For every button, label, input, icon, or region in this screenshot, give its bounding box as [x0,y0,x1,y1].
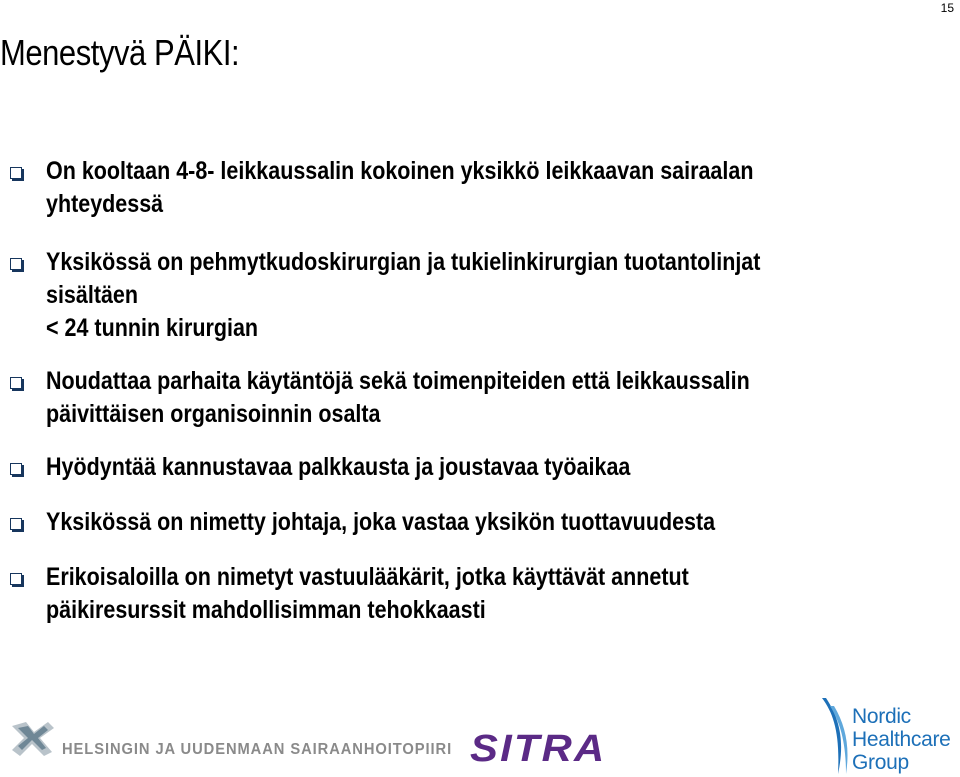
hollow-square-bullet-icon [10,377,22,389]
bullet-text [46,155,753,221]
bullet-line: Yksikössä on pehmytkudoskirurgian ja tukielinkirurgian tuotantolinjat [46,248,761,276]
bullet-text [46,246,760,345]
bullet-line: sisältäen [46,281,139,309]
hus-logo-text: HELSINGIN JA UUDENMAAN SAIRAANHOITOPIIRI [62,741,453,758]
nhg-logo-line: Group [852,751,909,774]
bullet-line: yhteydessä [46,190,164,218]
bullet-text [46,365,750,431]
hollow-square-bullet-icon [10,258,22,270]
nhg-logo-line: Nordic [852,705,911,728]
nhg-logo-line: Healthcare [852,728,951,751]
hollow-square-bullet-icon [10,518,22,530]
bullet-line: On kooltaan 4-8- leikkaussalin kokoinen yksikkö leikkaavan sairaalan [46,157,754,185]
hollow-square-bullet-icon [10,573,22,585]
sitra-logo-text: SITRA [470,728,607,770]
page-number: 15 [940,1,954,15]
hus-cross-logo-icon [8,718,58,760]
bullet-text [46,506,715,539]
bullet-text [46,561,689,627]
bullet-line: < 24 tunnin kirurgian [46,314,259,342]
bullet-line: päivittäisen organisoinnin osalta [46,400,381,428]
nhg-swoosh-logo-icon [818,696,852,776]
bullet-line: Erikoisaloilla on nimetyt vastuulääkärit, jotka käyttävät annetut [46,563,689,591]
footer-logos [0,690,960,777]
bullet-text [46,451,630,484]
bullet-line: päikiresurssit mahdollisimman tehokkaasti [46,596,486,624]
bullet-line: Noudattaa parhaita käytäntöjä sekä toimenpiteiden että leikkaussalin [46,367,750,395]
bullet-line: Yksikössä on nimetty johtaja, joka vastaa yksikön tuottavuudesta [46,508,716,536]
hollow-square-bullet-icon [10,463,22,475]
bullet-line: Hyödyntää kannustavaa palkkausta ja joustavaa työaikaa [46,453,631,481]
hollow-square-bullet-icon [10,167,22,179]
slide-title: Menestyvä PÄIKI: [0,32,240,73]
